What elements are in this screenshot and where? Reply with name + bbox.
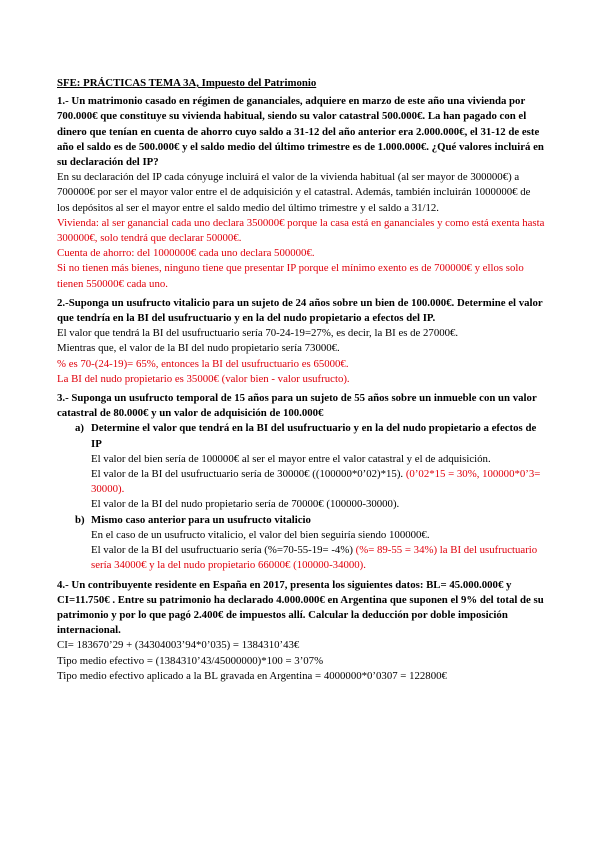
exercise-2-correction-bare-owner: La BI del nudo propietario es 35000€ (valor bien - valor usufructo). <box>57 372 350 385</box>
exercise-3a-line-1: El valor del bien sería de 100000€ al ser el mayor entre el valor catastral y el de adquisición. <box>91 452 491 465</box>
exercise-3a-question: Determine el valor que tendrá en la BI del usufructuario y en la del nudo propietario a efectos de IP <box>91 422 537 450</box>
exercise-4-applied-rate: Tipo medio efectivo aplicado a la BL gravada en Argentina = 4000000*0’0307 = 122800€ <box>57 669 447 682</box>
exercise-3b-line-2-text: El valor de la BI del usufructuario sería (%=70-55-19= -4%) <box>91 544 353 557</box>
exercise-2-question: 2.-Suponga un usufructo vitalicio para un sujeto de 24 años sobre un bien de 100.000€. Determine el valor que tendría en la BI del usufructuario y en la del nudo propietario a efectos del IP. <box>57 296 543 325</box>
document-page <box>57 76 545 688</box>
exercise-3a-line-2-text: El valor de la BI del usufructuario sería de 30000€ ((100000*0’02)*15). <box>91 468 404 481</box>
exercise-2-answer-usufruct: El valor que tendrá la BI del usufructuario sería 70-24-19=27%, es decir, la BI es de 27000€. <box>57 327 459 340</box>
exercise-1-correction-conclusion: Si no tienen más bienes, ninguno tiene que presentar IP porque el mínimo exento es de 700000€ y ellos solo tienen 550000€ cada uno. <box>57 262 524 290</box>
exercise-3a-answer <box>91 452 545 513</box>
exercise-1-answer: En su declaración del IP cada cónyuge incluirá el valor de la vivienda habitual (al ser mayor de 300000€) a 700000€ por ser el mayor valor entre el de adquisición y el catastral. Además, también incluirán 1000000€ de los depósitos al ser el mayor entre el saldo medio del último trimestre y el saldo a 31/12. <box>57 171 531 214</box>
exercise-3 <box>57 391 545 573</box>
exercise-3b-line-2-correction: (%= 89-55 = 34%) la BI del usufructuario sería 34000€ y la del nudo propietario 66000€ (100000-34000). <box>91 544 538 572</box>
exercise-3a-line-3: El valor de la BI del nudo propietario sería de 70000€ (100000-30000). <box>91 498 400 511</box>
exercise-3b-line-2 <box>91 543 545 573</box>
exercise-3a-line-2-correction: (0’02*15 = 30%, 100000*0’3= 30000). <box>91 468 541 496</box>
exercise-3b-question: Mismo caso anterior para un usufructo vitalicio <box>91 513 311 526</box>
exercise-3b-answer <box>91 528 545 574</box>
document-title: SFE: PRÁCTICAS TEMA 3A, Impuesto del Patrimonio <box>57 77 317 89</box>
exercise-1 <box>57 94 545 292</box>
exercise-4 <box>57 578 545 684</box>
exercise-2-answer-bare-owner: Mientras que, el valor de la BI del nudo propietario sería 73000€. <box>57 342 340 355</box>
exercise-4-ci: CI= 183670’29 + (34304003’94*0’035) = 1384310’43€ <box>57 639 300 652</box>
exercise-3b-label: b) <box>75 513 85 526</box>
exercise-2 <box>57 296 545 387</box>
exercise-3a-label: a) <box>75 422 84 435</box>
exercise-4-effective-rate: Tipo medio efectivo = (1384310’43/45000000)*100 = 3’07% <box>57 654 324 667</box>
exercise-3a <box>75 421 545 451</box>
exercise-3-question: 3.- Suponga un usufructo temporal de 15 años para un sujeto de 55 años sobre un inmueble con un valor catastral de 80.000€ y un valor de adquisición de 100.000€ <box>57 392 537 420</box>
exercise-1-question: 1.- Un matrimonio casado en régimen de gananciales, adquiere en marzo de este año una vivienda por 700.000€ que constituye su vivienda habitual, siendo su valor catastral 500.000€. La han pagado con el dinero que tenían en cuenta de ahorro cuyo saldo a 31-12 del año anterior era 2.000.000€, el 31-12 de este año el saldo es de 500.000€ y el saldo medio del último trimestre es de 1.000.000€. ¿Qué valores incluirá en su declaración del IP? <box>57 95 544 169</box>
exercise-1-correction-housing: Vivienda: al ser ganancial cada uno declara 350000€ porque la casa está en gananciales y como está exenta hasta 300000€, solo tendrá que declarar 50000€. <box>57 216 545 245</box>
exercise-4-question: 4.- Un contribuyente residente en España en 2017, presenta los siguientes datos: BL= 45.000.000€ y CI=11.750€ . Entre su patrimonio ha declarado 4.000.000€ en Argentina que suponen el 9% del total de su patrimonio y por lo que pagó 2.400€ de impuestos allí. Calcular la deducción por doble imposición internacional. <box>57 578 544 637</box>
exercise-3b-line-1: En el caso de un usufructo vitalicio, el valor del bien seguiría siendo 100000€. <box>91 528 430 541</box>
exercise-1-correction-savings: Cuenta de ahorro: del 1000000€ cada uno declara 500000€. <box>57 247 315 260</box>
exercise-2-correction-usufruct: % es 70-(24-19)= 65%, entonces la BI del usufructuario es 65000€. <box>57 357 349 370</box>
exercise-3b <box>75 513 545 528</box>
exercise-3a-line-2 <box>91 467 545 497</box>
